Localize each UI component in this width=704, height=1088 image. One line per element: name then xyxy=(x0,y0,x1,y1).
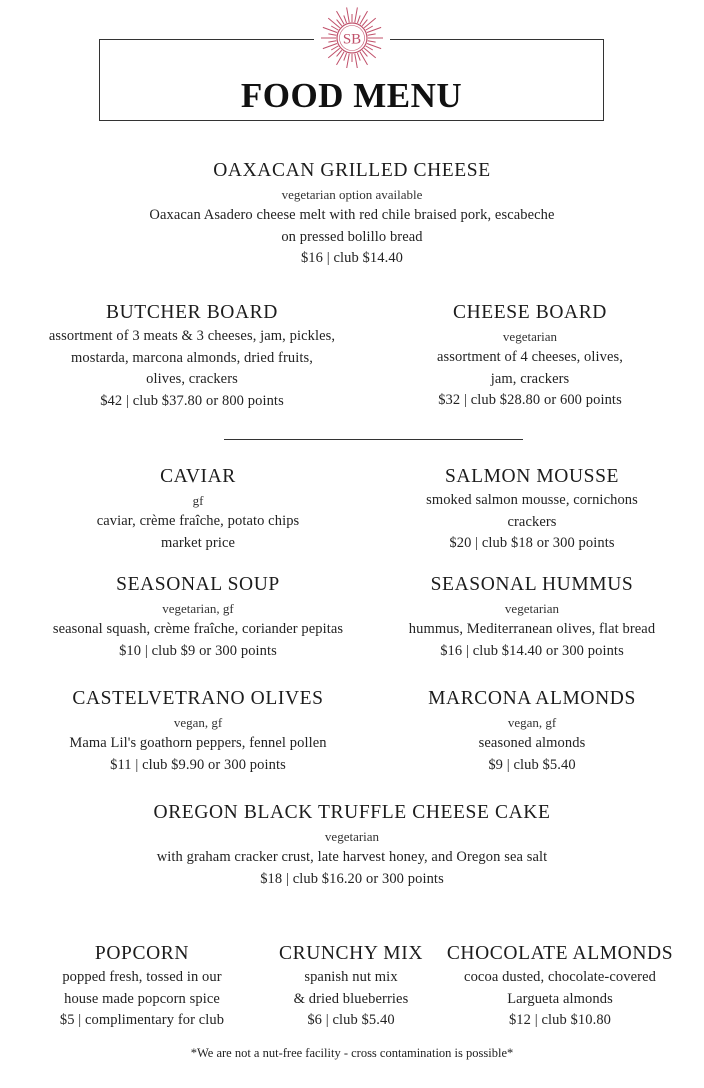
item-description-line: caviar, crème fraîche, potato chips xyxy=(96,513,300,529)
item-name: OAXACAN GRILLED CHEESE xyxy=(213,160,491,181)
logo-ray xyxy=(360,11,368,24)
item-price: market price xyxy=(160,534,236,551)
item-price: $18 | club $16.20 or 300 points xyxy=(260,870,444,887)
logo-ray xyxy=(337,11,345,24)
item-name: MARCONA ALMONDS xyxy=(428,688,636,709)
item-name: CHEESE BOARD xyxy=(452,302,607,323)
item-name: CAVIAR xyxy=(160,466,236,487)
page-title: FOOD MENU xyxy=(240,76,463,115)
item-dietary-tag: gf xyxy=(192,493,204,508)
item-dietary-tag: vegetarian xyxy=(502,329,558,344)
logo-ray xyxy=(357,15,360,23)
item-price: $20 | club $18 or 300 points xyxy=(449,535,615,551)
item-price: $9 | club $5.40 xyxy=(488,756,576,773)
item-description-line: olives, crackers xyxy=(146,371,238,387)
menu-item-seasonal-soup xyxy=(22,572,374,662)
logo-ray xyxy=(364,48,375,58)
menu-item-caviar xyxy=(28,464,368,554)
logo-ray xyxy=(328,18,339,28)
sunburst-logo-icon xyxy=(314,4,390,68)
item-description-line: smoked salmon mousse, cornichons xyxy=(426,492,638,508)
item-price: $16 | club $14.40 xyxy=(300,250,404,266)
item-price: $16 | club $14.40 or 300 points xyxy=(440,642,624,659)
item-dietary-tag: vegan, gf xyxy=(507,715,557,730)
menu-item-chocolate-almonds xyxy=(440,941,680,1032)
menu-item-grilled-cheese xyxy=(52,158,652,270)
item-price: $42 | club $37.80 or 800 points xyxy=(100,392,284,409)
logo-ray xyxy=(357,53,360,61)
logo-ray xyxy=(347,54,350,68)
item-description-line: hummus, Mediterranean olives, flat bread xyxy=(408,621,656,637)
logo-ray xyxy=(368,34,376,35)
logo-ray xyxy=(328,48,339,58)
item-name: SALMON MOUSSE xyxy=(444,466,620,487)
menu-item-cheese-cake xyxy=(52,800,652,890)
item-dietary-tag: vegetarian xyxy=(324,829,380,844)
logo-ray xyxy=(337,52,345,65)
logo-ray xyxy=(364,18,375,28)
item-price: $11 | club $9.90 or 300 points xyxy=(110,756,286,773)
logo-ray xyxy=(344,53,347,61)
item-description-line: Oaxacan Asadero cheese melt with red chile braised pork, escabeche xyxy=(149,207,555,223)
item-dietary-tag: vegan, gf xyxy=(173,715,223,730)
logo-ray xyxy=(366,26,373,30)
item-price: $5 | complimentary for club xyxy=(59,1012,225,1028)
logo-ray xyxy=(331,26,338,30)
logo-ray xyxy=(360,52,368,65)
item-description-line: Largueta almonds xyxy=(507,990,613,1007)
item-price: $32 | club $28.80 or 600 points xyxy=(438,392,622,408)
item-description-line: jam, crackers xyxy=(490,370,570,387)
item-description-line: assortment of 3 meats & 3 cheeses, jam, pickles, xyxy=(48,328,336,344)
item-description-line: assortment of 4 cheeses, olives, xyxy=(436,349,623,365)
item-name: BUTCHER BOARD xyxy=(106,302,278,323)
menu-item-salmon-mousse xyxy=(382,464,682,555)
item-name: CASTELVETRANO OLIVES xyxy=(72,688,324,709)
logo-ray xyxy=(355,54,358,68)
item-price: $12 | club $10.80 xyxy=(508,1012,612,1028)
item-name: SEASONAL SOUP xyxy=(116,574,280,595)
item-description-line: seasoned almonds xyxy=(478,735,586,751)
item-dietary-tag: vegetarian, gf xyxy=(162,601,234,616)
item-price: $10 | club $9 or 300 points xyxy=(119,642,277,659)
item-description-line: & dried blueberries xyxy=(293,990,409,1007)
logo-ray xyxy=(328,41,336,42)
menu-item-crunchy-mix xyxy=(266,941,436,1032)
item-name: CRUNCHY MIX xyxy=(278,943,423,964)
logo-ray xyxy=(366,46,373,50)
item-description-line: crackers xyxy=(507,513,557,530)
item-description-line: cocoa dusted, chocolate-covered xyxy=(464,969,656,985)
allergen-note: *We are not a nut-free facility - cross contamination is possible* xyxy=(190,1046,514,1060)
logo-ray xyxy=(355,7,358,22)
logo-text: SB xyxy=(342,31,362,48)
menu-item-seasonal-hummus xyxy=(376,572,688,662)
item-description-line: seasonal squash, crème fraîche, coriander pepitas xyxy=(52,621,344,637)
item-description-line: on pressed bolillo bread xyxy=(281,228,423,245)
logo-ray xyxy=(368,41,376,42)
item-dietary-tag: vegetarian xyxy=(504,601,560,616)
item-dietary-tag: vegetarian option available xyxy=(281,187,423,202)
logo-ray xyxy=(337,20,342,26)
item-description-line: popped fresh, tossed in our xyxy=(62,969,222,985)
logo-ray xyxy=(328,34,336,35)
logo-ray xyxy=(344,15,347,23)
item-description-line: spanish nut mix xyxy=(304,969,398,985)
menu-item-castelvetrano-olives xyxy=(28,686,368,776)
sb-logo xyxy=(314,4,390,68)
menu-item-popcorn xyxy=(42,941,242,1032)
item-name: CHOCOLATE ALMONDS xyxy=(446,943,674,964)
logo-ray xyxy=(362,20,367,26)
item-description-line: mostarda, marcona almonds, dried fruits, xyxy=(71,349,313,366)
logo-ray xyxy=(337,50,342,56)
menu-item-butcher-board xyxy=(22,300,362,412)
logo-ray xyxy=(362,50,367,56)
item-price: $6 | club $5.40 xyxy=(307,1012,395,1028)
logo-ray xyxy=(331,46,338,50)
item-name: POPCORN xyxy=(94,943,190,964)
item-name: SEASONAL HUMMUS xyxy=(430,574,634,595)
logo-ray xyxy=(347,7,350,22)
item-description-line: house made popcorn spice xyxy=(64,990,220,1007)
item-description-line: with graham cracker crust, late harvest honey, and Oregon sea salt xyxy=(156,849,548,865)
menu-item-marcona-almonds xyxy=(382,686,682,776)
menu-item-cheese-board xyxy=(380,300,680,412)
item-description-line: Mama Lil's goathorn peppers, fennel pollen xyxy=(69,735,327,751)
item-name: OREGON BLACK TRUFFLE CHEESE CAKE xyxy=(153,802,551,823)
section-divider xyxy=(224,439,523,440)
